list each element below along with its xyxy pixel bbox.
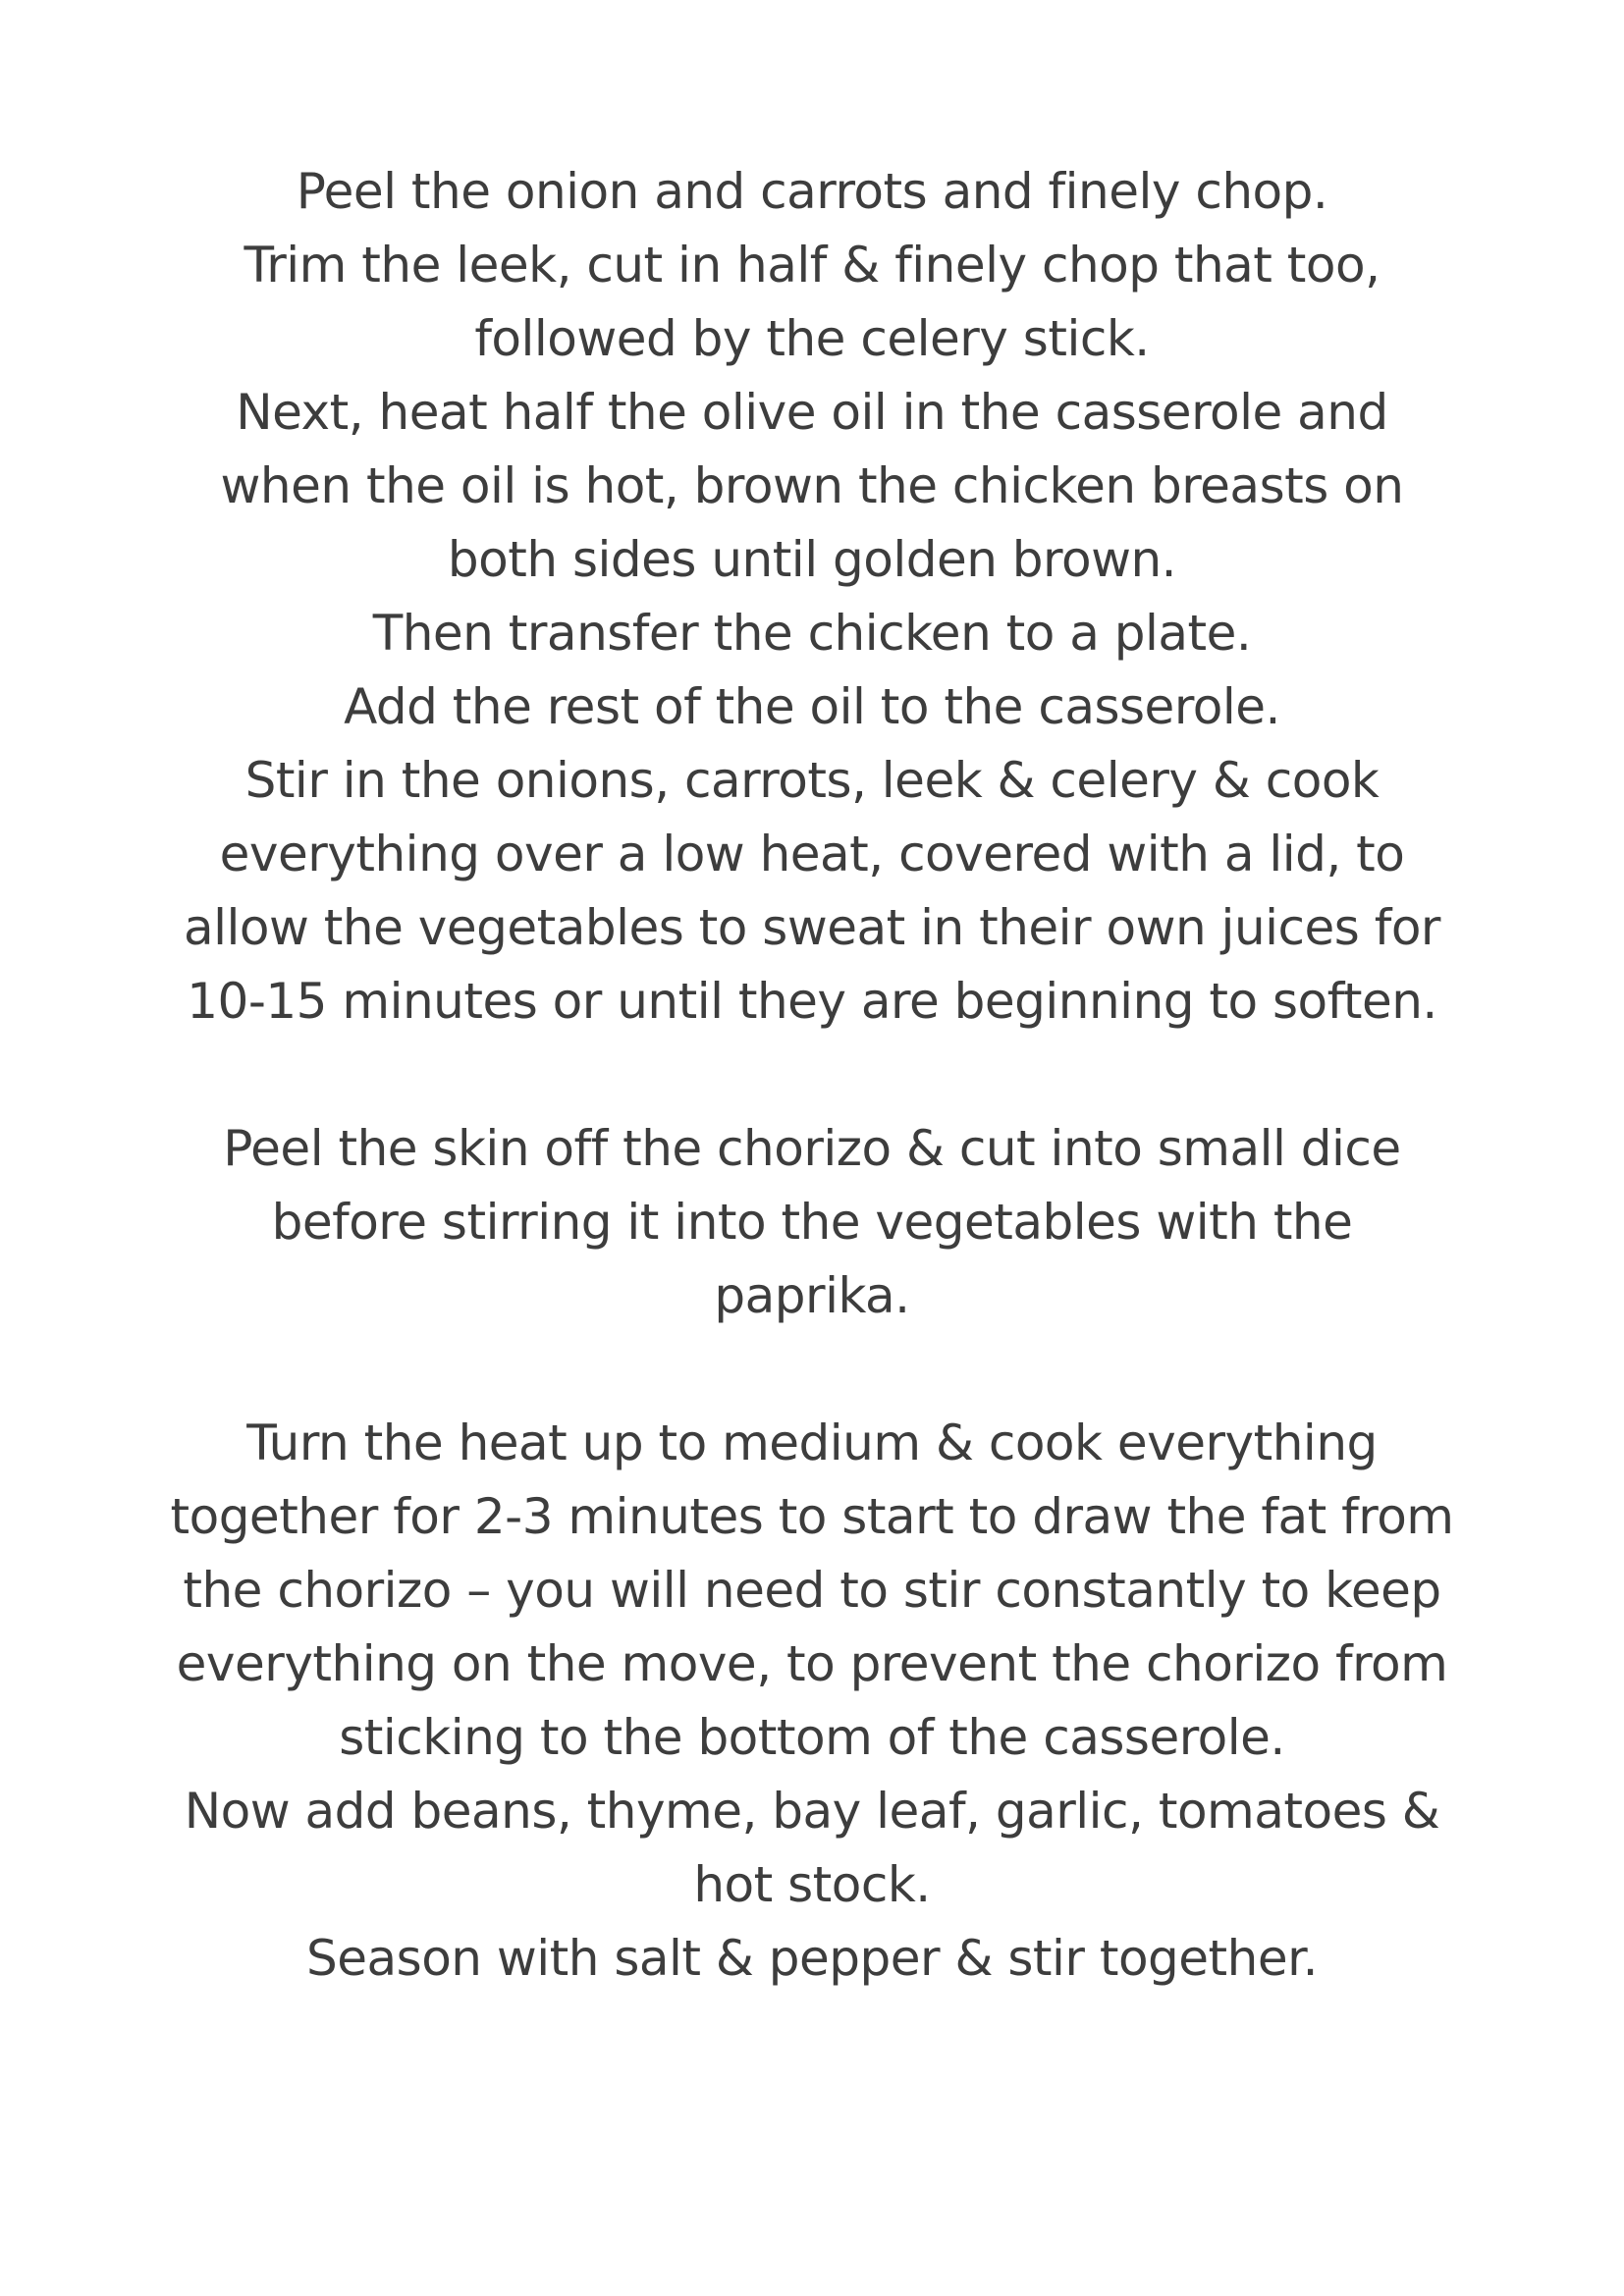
text-line: before stirring it into the vegetables with the	[271, 1194, 1353, 1251]
text-line: Peel the skin off the chorizo & cut into small dice	[223, 1120, 1401, 1177]
text-line: paprika.	[714, 1267, 910, 1324]
text-line: hot stock.	[693, 1856, 931, 1913]
text-line: everything over a low heat, covered with a lid, to	[219, 826, 1405, 882]
text-line: Stir in the onions, carrots, leek & celery & cook	[244, 752, 1380, 809]
text-line: followed by the celery stick.	[474, 310, 1150, 367]
text-line: together for 2-3 minutes to start to draw the fat from	[170, 1488, 1454, 1545]
text-line: Trim the leek, cut in half & finely chop that too,	[244, 237, 1380, 294]
text-line: Peel the onion and carrots and finely chop.	[296, 163, 1328, 220]
text-line: Next, heat half the olive oil in the casserole and	[236, 384, 1388, 441]
method-paragraph-2	[118, 1112, 1506, 1333]
method-paragraph-1	[118, 155, 1506, 1039]
recipe-method-text	[118, 155, 1506, 1996]
text-line: Then transfer the chicken to a plate.	[372, 605, 1252, 662]
text-line: Season with salt & pepper & stir together.	[306, 1930, 1318, 1987]
text-line: the chorizo – you will need to stir constantly to keep	[183, 1562, 1441, 1619]
text-line: Add the rest of the oil to the casserole.	[344, 678, 1280, 735]
text-line: 10-15 minutes or until they are beginning to soften.	[187, 973, 1437, 1030]
text-line: Turn the heat up to medium & cook everything	[246, 1415, 1378, 1471]
text-line: when the oil is hot, brown the chicken breasts on	[220, 457, 1404, 514]
text-line: allow the vegetables to sweat in their own juices for	[184, 899, 1440, 956]
text-line: everything on the move, to prevent the chorizo from	[176, 1635, 1448, 1692]
method-paragraph-3	[118, 1407, 1506, 1996]
text-line: both sides until golden brown.	[447, 531, 1177, 588]
text-line: sticking to the bottom of the casserole.	[339, 1709, 1285, 1766]
text-line: Now add beans, thyme, bay leaf, garlic, tomatoes &	[184, 1783, 1440, 1840]
